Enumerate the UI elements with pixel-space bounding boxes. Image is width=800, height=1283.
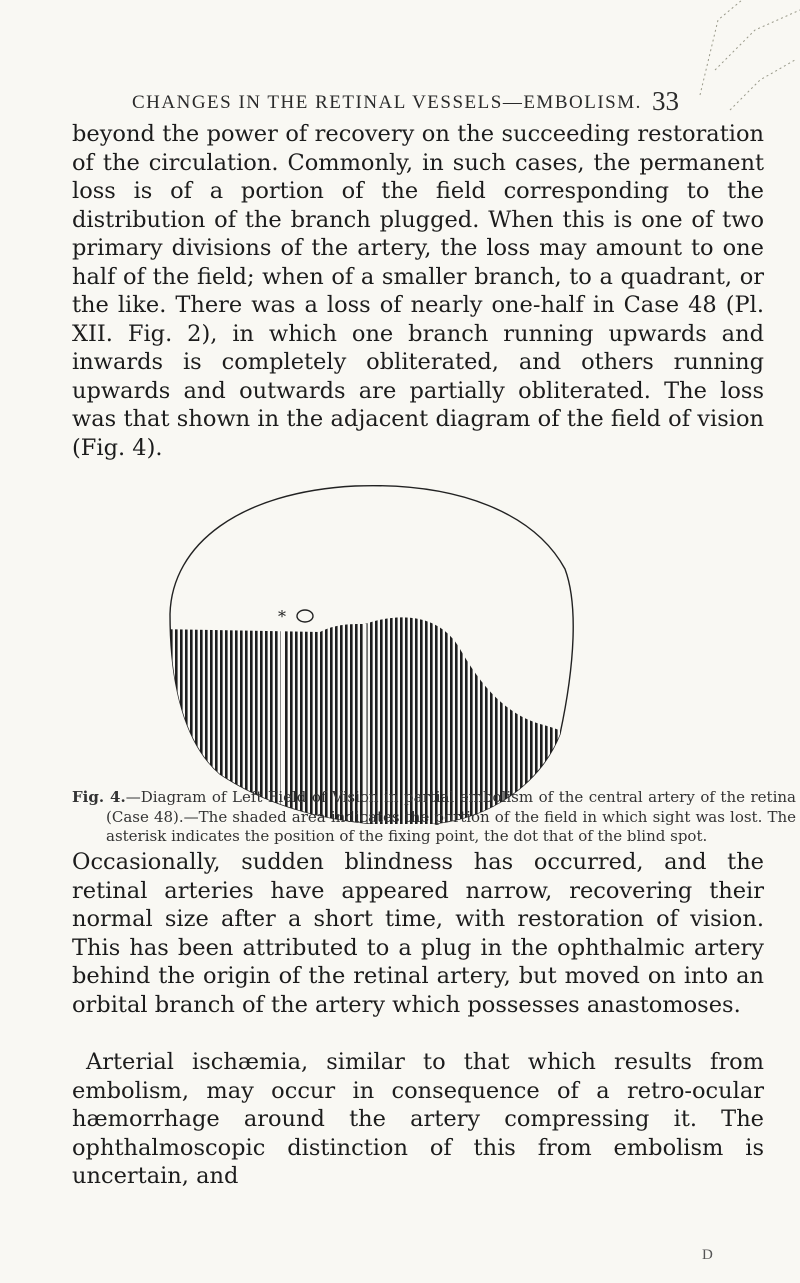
caption-text: —Diagram of Left Field of Vision in partial embolism of the central artery of the retina (Case 48).—The shaded area indicates the portion of the field in which sight was lost. The asterisk indicates the position of the fixing point, the dot that of the blind spot.	[106, 788, 796, 845]
signature-mark: D	[702, 1247, 713, 1263]
body-paragraph-2: Occasionally, sudden blindness has occurred, and the retinal arteries have appeared narrow, recovering their normal size after a short time, with restoration of vision. This has been attributed to a plug in the ophthalmic artery behind the origin of the retinal artery, but moved on into an orbital branch of the artery which possesses anastomoses.	[72, 849, 764, 1018]
body-paragraph-3: Arterial ischæmia, similar to that which results from embolism, may occur in consequence of a retro-ocular hæmorrhage around the artery compressing it. The ophthalmoscopic distinction of this from embolism is uncertain, and	[72, 1049, 764, 1189]
running-head: CHANGES IN THE RETINAL VESSELS—EMBOLISM.	[132, 92, 642, 113]
caption-label: Fig. 4.	[72, 788, 126, 806]
figure-caption	[72, 788, 796, 847]
visual-field-diagram	[160, 474, 580, 828]
page-number: 33	[652, 86, 679, 116]
body-paragraph-1: beyond the power of recovery on the succeeding restoration of the circulation. Commonly, in such cases, the permanent loss is of a portion of the field corresponding to the distribution of the branch plugged. When this is one of two primary divisions of the artery, the loss may amount to one half of the field; when of a smaller branch, to a quadrant, or the like. There was a loss of nearly one-half in Case 48 (Pl. XII. Fig. 2), in which one branch running upwards and inwards is completely obliterated, and others running upwards and outwards are partially obliterated. The loss was that shown in the adjacent diagram of the field of vision (Fig. 4).	[72, 121, 764, 461]
blind-spot-dot	[297, 610, 313, 622]
fixation-point-asterisk: *	[278, 607, 286, 626]
